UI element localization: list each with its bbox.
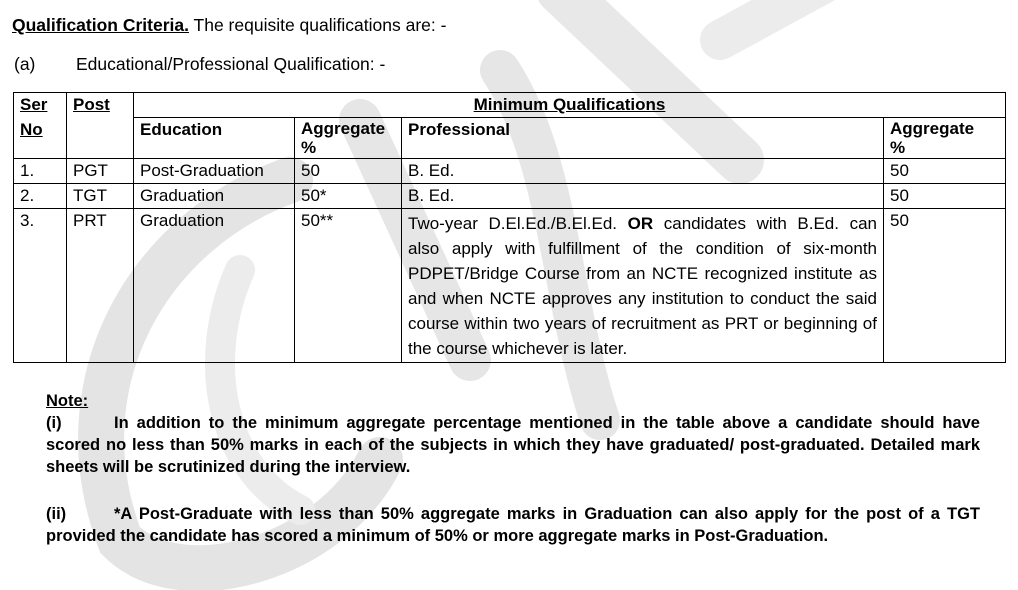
cell-professional: B. Ed. (402, 184, 884, 209)
header-education: Education (134, 118, 295, 159)
header-aggregate-professional (884, 118, 1006, 159)
table-row (14, 184, 1006, 209)
heading-title: Qualification Criteria. (12, 15, 189, 35)
cell-aggregate: 50 (295, 159, 402, 184)
header-no: No (14, 118, 67, 159)
header-aggregate (295, 118, 402, 159)
professional-part-b: candidates with B.Ed. can also apply with fulfillment of the condition of six-month PDPET/Bridge Course from an NCTE recognized institute as and when NCTE approves any institution to conduct the said course within two years of recruitment as PRT or beginning of the course whichever is later. (408, 214, 877, 358)
cell-education: Graduation (134, 184, 295, 209)
note-number: (ii) (46, 505, 67, 523)
professional-part-a: Two-year D.El.Ed./B.El.Ed. (408, 214, 618, 233)
notes-section (46, 390, 980, 547)
header-ser: Ser (14, 93, 67, 118)
cell-post: PRT (67, 209, 134, 363)
cell-professional (402, 209, 884, 363)
table-row (14, 209, 1006, 363)
cell-ser: 1. (14, 159, 67, 184)
header-aggregate2-unit: % (890, 138, 906, 157)
note-item (46, 503, 980, 547)
subheading-label: (a) (14, 54, 36, 74)
cell-aggregate-professional: 50 (884, 184, 1006, 209)
note-item (46, 412, 980, 478)
cell-aggregate-professional: 50 (884, 209, 1006, 363)
table-header-row-2 (14, 118, 1006, 159)
cell-aggregate-professional: 50 (884, 159, 1006, 184)
professional-or: OR (627, 214, 654, 233)
heading-text: The requisite qualifications are: - (193, 15, 447, 35)
cell-education: Graduation (134, 209, 295, 363)
header-post-blank (67, 118, 134, 159)
table-row (14, 159, 1006, 184)
cell-professional: B. Ed. (402, 159, 884, 184)
qualification-table (13, 92, 1006, 363)
header-aggregate-label: Aggregate (301, 119, 386, 138)
note-text: In addition to the minimum aggregate percentage mentioned in the table above a candidate should have scored no less than 50% marks in each of the subjects in which they have graduated/ post-graduated. Detailed mark sheets will be scrutinized during the interview. (46, 414, 980, 476)
notes-title: Note: (46, 392, 89, 410)
cell-ser: 3. (14, 209, 67, 363)
subheading-text: Educational/Professional Qualification: - (76, 54, 386, 74)
header-minimum-qualifications: Minimum Qualifications (134, 93, 1006, 118)
cell-education: Post-Graduation (134, 159, 295, 184)
section-subheading (14, 54, 385, 75)
cell-ser: 2. (14, 184, 67, 209)
header-professional: Professional (402, 118, 884, 159)
cell-aggregate: 50** (295, 209, 402, 363)
note-text: *A Post-Graduate with less than 50% aggregate marks in Graduation can also apply for the post of a TGT provided the candidate has scored a minimum of 50% or more aggregate marks in Post-Graduation. (46, 505, 980, 545)
note-number: (i) (46, 414, 62, 432)
header-post: Post (67, 93, 134, 118)
cell-aggregate: 50* (295, 184, 402, 209)
header-aggregate-unit: % (301, 138, 317, 157)
header-aggregate2-label: Aggregate (890, 119, 975, 138)
page-heading (12, 15, 446, 36)
table-header-row-1 (14, 93, 1006, 118)
cell-post: TGT (67, 184, 134, 209)
cell-post: PGT (67, 159, 134, 184)
